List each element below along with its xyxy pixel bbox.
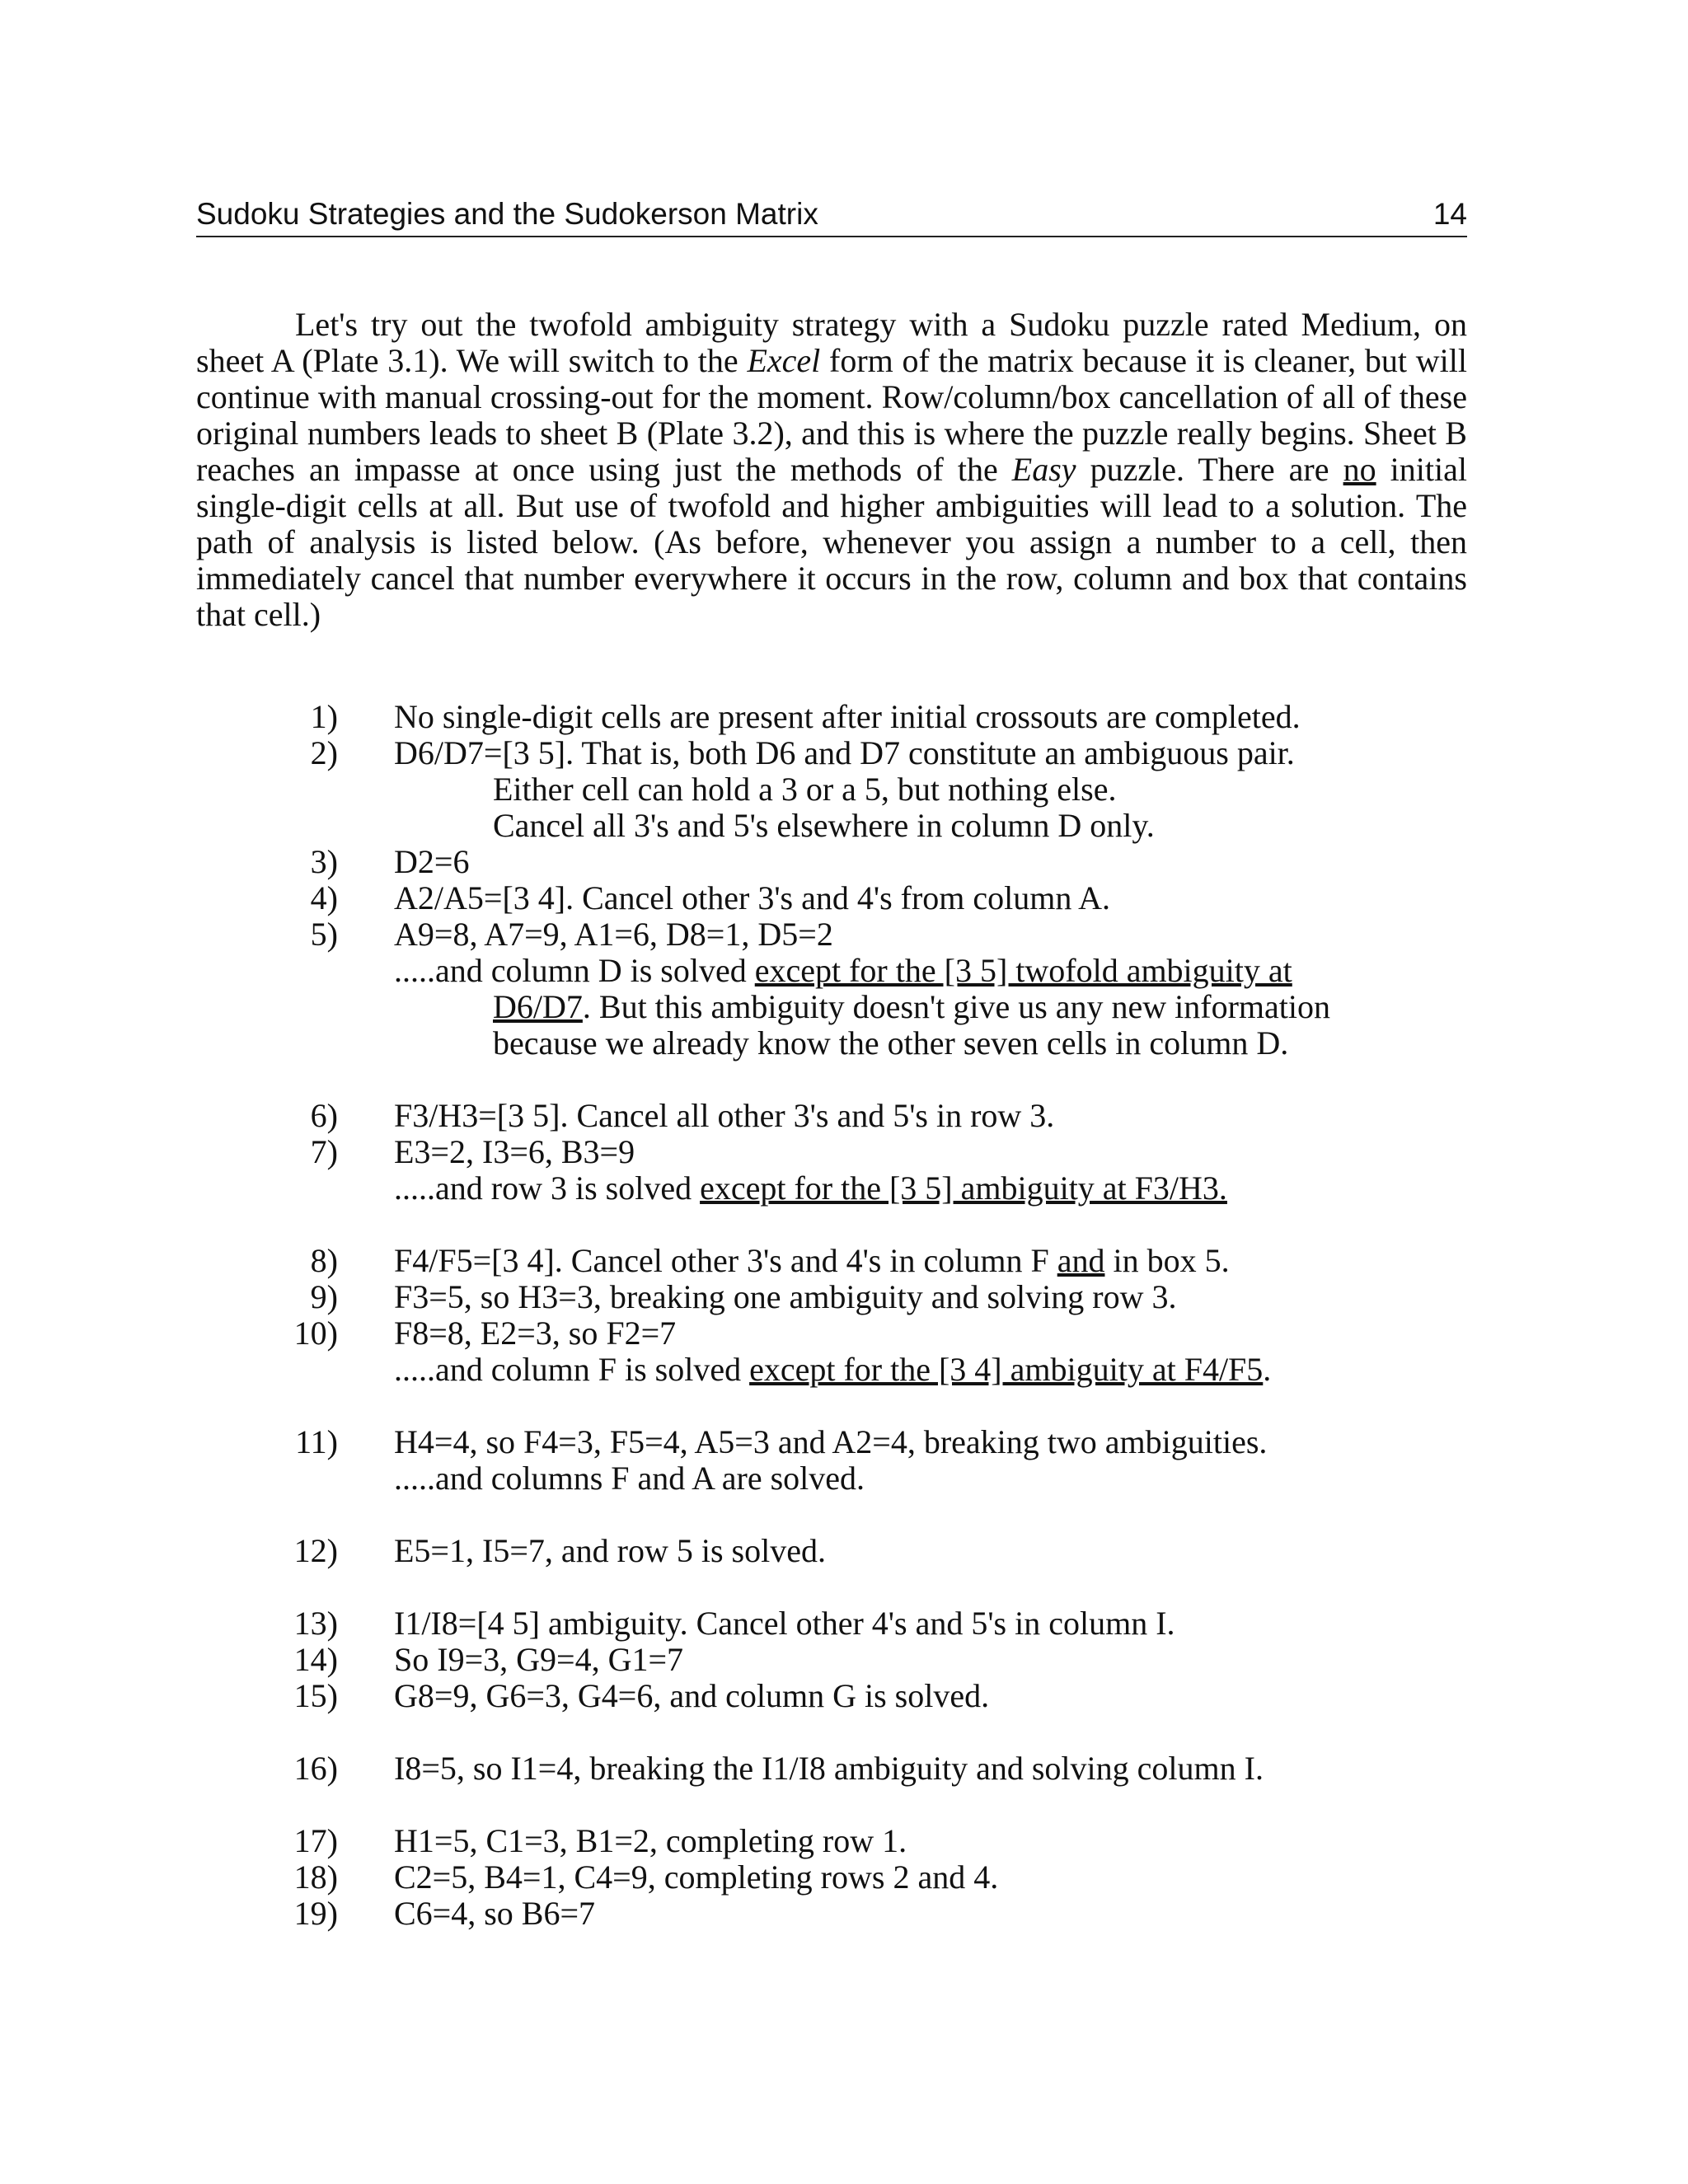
list-item-cont: because we already know the other seven cells in column D.: [493, 1024, 1289, 1062]
page-number: 14: [1432, 197, 1467, 231]
running-header: [196, 196, 1467, 237]
list-item: 2) D6/D7=[3 5]. That is, both D6 and D7 constitute an ambiguous pair.: [310, 734, 1295, 771]
analysis-steps: [0, 699, 1688, 1932]
list-item: 16) I8=5, so I1=4, breaking the I1/I8 ambiguity and solving column I.: [293, 1750, 1264, 1787]
list-item: 10) F8=8, E2=3, so F2=7: [293, 1315, 677, 1352]
list-item: 18) C2=5, B4=1, C4=9, completing rows 2 and 4.: [293, 1858, 999, 1896]
list-item-cont: Cancel all 3's and 5's elsewhere in column D only.: [493, 807, 1155, 844]
header-title: Sudoku Strategies and the Sudokerson Matrix: [196, 197, 818, 231]
list-item: 3) D2=6: [310, 843, 470, 880]
list-item-cont: .....and columns F and A are solved.: [394, 1460, 865, 1497]
list-item: 13) I1/I8=[4 5] ambiguity. Cancel other 4's and 5's in column I.: [293, 1605, 1175, 1642]
list-item: 14) So I9=3, G9=4, G1=7: [293, 1641, 684, 1678]
list-item-cont: .....and row 3 is solved except for the [3 5] ambiguity at F3/H3.: [394, 1169, 1227, 1207]
intro-text-3: puzzle. There are: [1076, 451, 1343, 488]
list-item: 12) E5=1, I5=7, and row 5 is solved.: [293, 1532, 826, 1569]
list-item: 19) C6=4, so B6=7: [293, 1895, 596, 1932]
list-item: 15) G8=9, G6=3, G4=6, and column G is solved.: [293, 1677, 990, 1714]
list-item: 4) A2/A5=[3 4]. Cancel other 3's and 4's from column A.: [310, 879, 1111, 916]
list-item: 1) No single-digit cells are present after initial crossouts are completed.: [310, 698, 1301, 735]
intro-paragraph: [196, 307, 1467, 633]
list-item-cont: Either cell can hold a 3 or a 5, but nothing else.: [493, 771, 1117, 808]
list-item-cont: D6/D7. But this ambiguity doesn't give us any new information: [493, 988, 1330, 1025]
list-item: 9) F3=5, so H3=3, breaking one ambiguity and solving row 3.: [310, 1278, 1177, 1315]
list-item: 7) E3=2, I3=6, B3=9: [310, 1133, 635, 1170]
list-item: 8) F4/F5=[3 4]. Cancel other 3's and 4's in column F and in box 5.: [310, 1242, 1230, 1279]
list-item-cont: .....and column F is solved except for the [3 4] ambiguity at F4/F5.: [394, 1351, 1272, 1388]
intro-excel: Excel: [747, 342, 821, 379]
intro-text-4: initial single-digit cells at all. But use of twofold and higher ambiguities will lead to a solution. The path of analysis is listed below. (As before, whenever you assign a number to a cell, then immediately cancel that number everywhere it occurs in the row, column and box that contains that cell.): [196, 451, 1467, 633]
intro-text-2: form of the matrix because it is cleaner, but will continue with manual crossing-out for the moment. Row/column/box cancellation of all of these original numbers leads to sheet B (Plate 3.2), and this is where the puzzle really begins. Sheet B reaches an impasse at once using just the methods of the: [196, 342, 1468, 488]
intro-easy: Easy: [1011, 451, 1076, 488]
list-item: 17) H1=5, C1=3, B1=2, completing row 1.: [293, 1822, 907, 1859]
list-item: 11) H4=4, so F4=3, F5=4, A5=3 and A2=4, breaking two ambiguities.: [295, 1423, 1268, 1460]
intro-text-1: Let's try out the twofold ambiguity strategy with a Sudoku puzzle rated Medium, on sheet A (Plate 3.1). We will switch to the: [196, 306, 1467, 379]
list-item-cont: .....and column D is solved except for the [3 5] twofold ambiguity at: [394, 952, 1292, 989]
intro-no: no: [1343, 451, 1376, 488]
list-item: 6) F3/H3=[3 5]. Cancel all other 3's and 5's in row 3.: [310, 1097, 1055, 1134]
list-item: 5) A9=8, A7=9, A1=6, D8=1, D5=2: [310, 916, 833, 953]
